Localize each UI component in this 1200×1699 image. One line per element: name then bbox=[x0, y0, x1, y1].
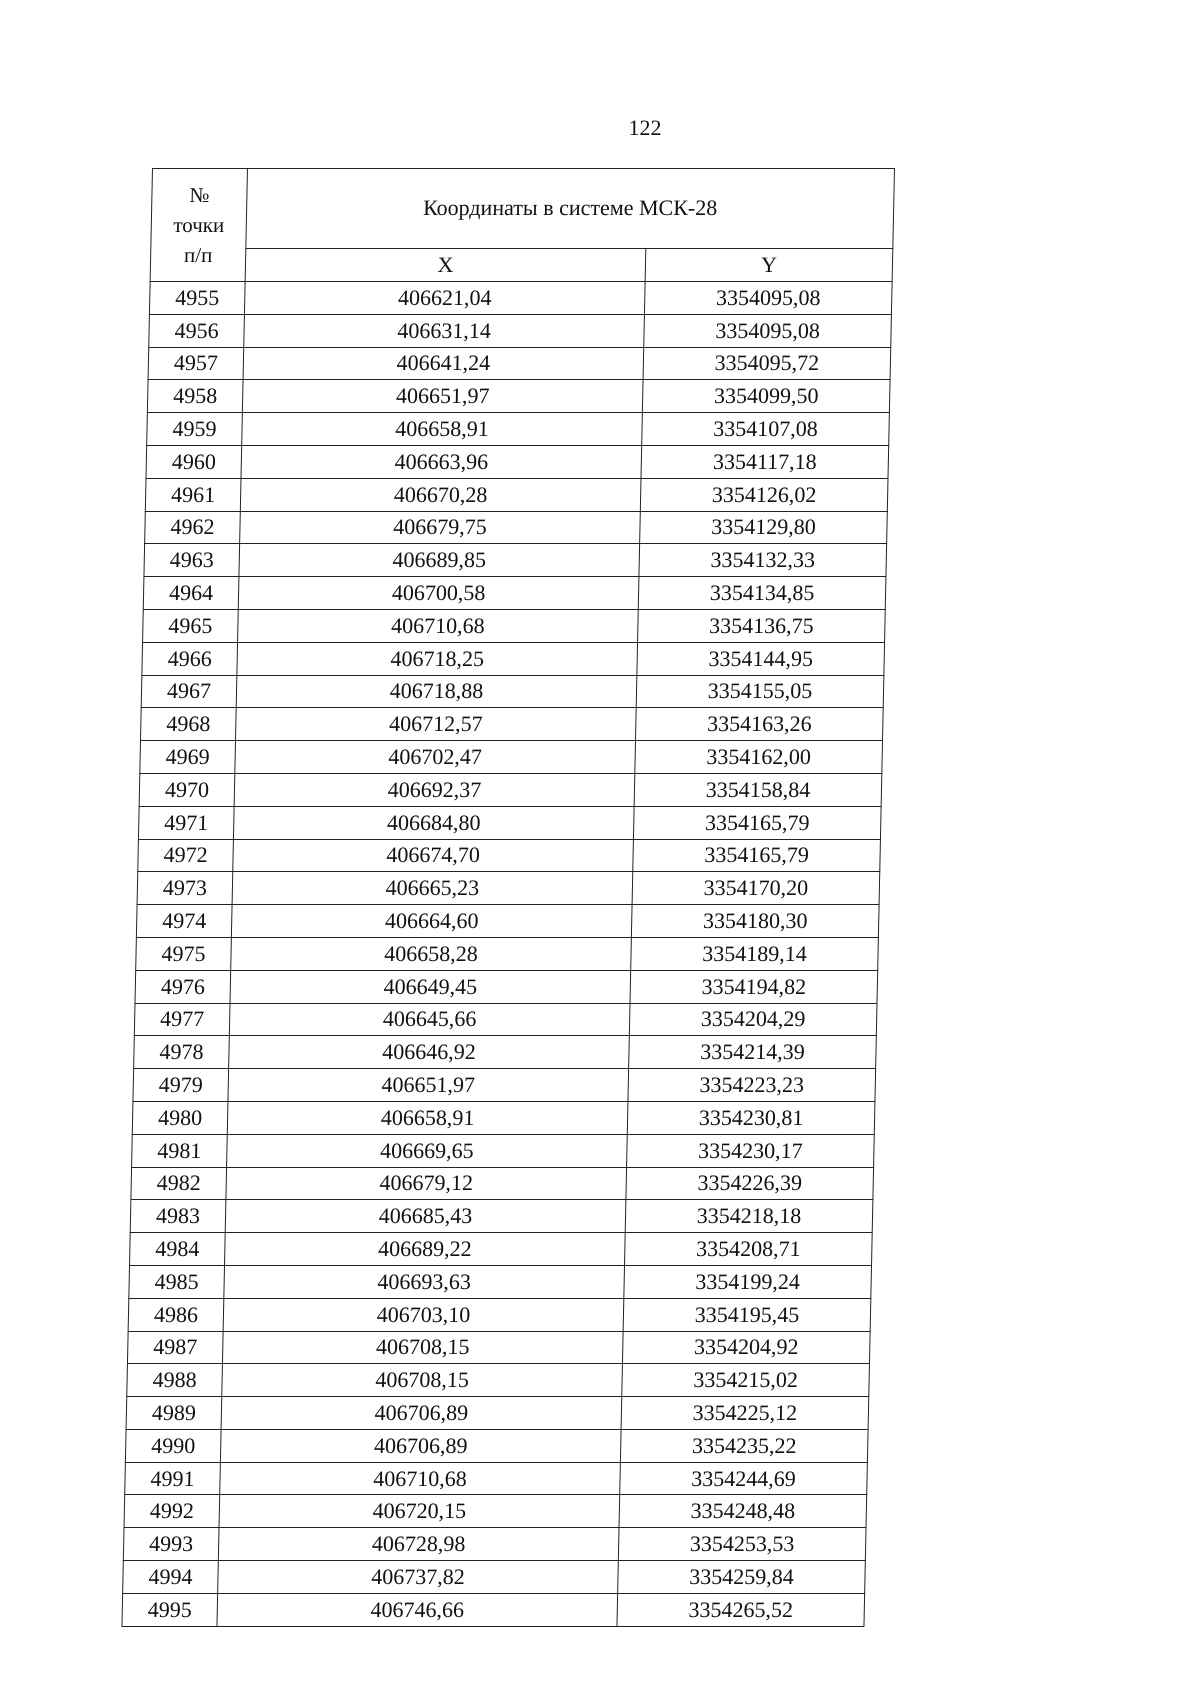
cell-y: 3354215,02 bbox=[622, 1364, 870, 1397]
table-row bbox=[144, 544, 887, 577]
table-body bbox=[122, 282, 892, 1627]
cell-x: 406708,15 bbox=[222, 1331, 623, 1364]
cell-point-number: 4965 bbox=[143, 609, 239, 642]
cell-x: 406689,85 bbox=[239, 544, 640, 577]
cell-y: 3354204,29 bbox=[629, 1003, 877, 1036]
table-row bbox=[128, 1298, 871, 1331]
cell-point-number: 4971 bbox=[138, 806, 234, 839]
header-point-number: № точки п/п bbox=[150, 169, 247, 282]
cell-x: 406689,22 bbox=[225, 1233, 626, 1266]
table-header bbox=[150, 169, 894, 282]
cell-y: 3354244,69 bbox=[620, 1462, 868, 1495]
table-row bbox=[124, 1495, 867, 1528]
header-coordinates: Координаты в системе МСК-28 bbox=[246, 169, 895, 249]
cell-y: 3354189,14 bbox=[631, 937, 879, 970]
cell-x: 406684,80 bbox=[233, 806, 634, 839]
table-row bbox=[138, 806, 881, 839]
cell-y: 3354095,72 bbox=[643, 347, 891, 380]
table-row bbox=[132, 1134, 875, 1167]
cell-point-number: 4966 bbox=[142, 642, 238, 675]
cell-x: 406679,12 bbox=[226, 1167, 627, 1200]
header-row-top bbox=[151, 169, 895, 249]
cell-y: 3354165,79 bbox=[633, 806, 881, 839]
cell-x: 406710,68 bbox=[220, 1462, 621, 1495]
table-row bbox=[147, 380, 890, 413]
cell-point-number: 4959 bbox=[147, 413, 243, 446]
cell-y: 3354099,50 bbox=[642, 380, 890, 413]
cell-x: 406703,10 bbox=[223, 1298, 624, 1331]
cell-y: 3354265,52 bbox=[617, 1593, 865, 1626]
cell-point-number: 4975 bbox=[136, 937, 232, 970]
cell-y: 3354107,08 bbox=[642, 413, 890, 446]
table-row bbox=[135, 970, 878, 1003]
cell-y: 3354134,85 bbox=[638, 577, 886, 610]
table-row bbox=[137, 872, 880, 905]
cell-y: 3354204,92 bbox=[622, 1331, 870, 1364]
cell-y: 3354117,18 bbox=[641, 445, 889, 478]
cell-y: 3354235,22 bbox=[620, 1429, 868, 1462]
cell-y: 3354208,71 bbox=[625, 1233, 873, 1266]
table-row bbox=[145, 478, 888, 511]
cell-x: 406658,91 bbox=[242, 413, 643, 446]
table-row bbox=[127, 1364, 870, 1397]
table-row bbox=[143, 609, 886, 642]
table-row bbox=[125, 1429, 868, 1462]
cell-x: 406651,97 bbox=[242, 380, 643, 413]
table-row bbox=[122, 1593, 865, 1626]
cell-x: 406674,70 bbox=[233, 839, 634, 872]
table-row bbox=[147, 413, 890, 446]
coordinates-table-wrapper bbox=[121, 168, 894, 1627]
table-row bbox=[136, 905, 879, 938]
cell-point-number: 4961 bbox=[145, 478, 241, 511]
cell-point-number: 4989 bbox=[126, 1397, 222, 1430]
table-row bbox=[139, 773, 882, 806]
cell-y: 3354165,79 bbox=[633, 839, 881, 872]
cell-y: 3354199,24 bbox=[624, 1265, 872, 1298]
cell-point-number: 4977 bbox=[134, 1003, 230, 1036]
cell-point-number: 4979 bbox=[133, 1069, 229, 1102]
page-number: 122 bbox=[628, 115, 662, 140]
cell-point-number: 4963 bbox=[144, 544, 240, 577]
cell-x: 406718,88 bbox=[236, 675, 637, 708]
cell-x: 406693,63 bbox=[224, 1265, 625, 1298]
cell-point-number: 4993 bbox=[123, 1528, 219, 1561]
cell-x: 406746,66 bbox=[217, 1593, 618, 1626]
cell-x: 406645,66 bbox=[229, 1003, 630, 1036]
cell-point-number: 4973 bbox=[137, 872, 233, 905]
cell-y: 3354214,39 bbox=[629, 1036, 877, 1069]
cell-point-number: 4983 bbox=[130, 1200, 226, 1233]
coordinates-table bbox=[121, 168, 895, 1627]
cell-point-number: 4957 bbox=[148, 347, 244, 380]
table-row bbox=[145, 511, 888, 544]
table-row bbox=[136, 937, 879, 970]
cell-y: 3354195,45 bbox=[623, 1298, 871, 1331]
cell-x: 406728,98 bbox=[218, 1528, 619, 1561]
cell-x: 406664,60 bbox=[231, 905, 632, 938]
cell-point-number: 4976 bbox=[135, 970, 231, 1003]
cell-y: 3354158,84 bbox=[634, 773, 882, 806]
table-row bbox=[125, 1462, 868, 1495]
table-row bbox=[142, 642, 885, 675]
cell-y: 3354230,81 bbox=[627, 1101, 875, 1134]
table-row bbox=[131, 1167, 874, 1200]
table-row bbox=[141, 675, 884, 708]
cell-point-number: 4987 bbox=[127, 1331, 223, 1364]
cell-point-number: 4984 bbox=[130, 1233, 226, 1266]
cell-point-number: 4974 bbox=[136, 905, 232, 938]
cell-y: 3354194,82 bbox=[630, 970, 878, 1003]
cell-point-number: 4969 bbox=[140, 741, 236, 774]
cell-point-number: 4981 bbox=[132, 1134, 228, 1167]
table-row bbox=[130, 1200, 873, 1233]
cell-x: 406621,04 bbox=[244, 282, 645, 315]
table-row bbox=[146, 445, 889, 478]
cell-point-number: 4980 bbox=[132, 1101, 228, 1134]
table-row bbox=[149, 314, 892, 347]
cell-y: 3354223,23 bbox=[628, 1069, 876, 1102]
cell-point-number: 4985 bbox=[129, 1265, 225, 1298]
cell-y: 3354170,20 bbox=[632, 872, 880, 905]
cell-x: 406706,89 bbox=[220, 1429, 621, 1462]
table-row bbox=[129, 1265, 872, 1298]
cell-point-number: 4972 bbox=[138, 839, 234, 872]
cell-y: 3354095,08 bbox=[644, 314, 892, 347]
table-row bbox=[140, 741, 883, 774]
cell-x: 406710,68 bbox=[238, 609, 639, 642]
cell-point-number: 4986 bbox=[128, 1298, 224, 1331]
cell-x: 406737,82 bbox=[218, 1561, 619, 1594]
cell-point-number: 4992 bbox=[124, 1495, 220, 1528]
cell-point-number: 4962 bbox=[145, 511, 241, 544]
cell-y: 3354136,75 bbox=[638, 609, 886, 642]
table-row bbox=[130, 1233, 873, 1266]
cell-point-number: 4960 bbox=[146, 445, 242, 478]
cell-y: 3354129,80 bbox=[640, 511, 888, 544]
cell-x: 406646,92 bbox=[229, 1036, 630, 1069]
cell-x: 406692,37 bbox=[234, 773, 635, 806]
cell-y: 3354095,08 bbox=[644, 282, 892, 315]
table-row bbox=[133, 1069, 876, 1102]
cell-y: 3354225,12 bbox=[621, 1397, 869, 1430]
cell-point-number: 4991 bbox=[125, 1462, 221, 1495]
cell-x: 406708,15 bbox=[222, 1364, 623, 1397]
cell-y: 3354226,39 bbox=[626, 1167, 874, 1200]
cell-y: 3354259,84 bbox=[618, 1561, 866, 1594]
table-row bbox=[149, 282, 892, 315]
cell-x: 406663,96 bbox=[241, 445, 642, 478]
table-row bbox=[126, 1397, 869, 1430]
table-row bbox=[123, 1528, 866, 1561]
cell-x: 406631,14 bbox=[244, 314, 645, 347]
cell-x: 406651,97 bbox=[228, 1069, 629, 1102]
cell-x: 406649,45 bbox=[230, 970, 631, 1003]
cell-point-number: 4956 bbox=[149, 314, 245, 347]
table-row bbox=[127, 1331, 870, 1364]
table-row bbox=[134, 1036, 877, 1069]
header-y: Y bbox=[645, 248, 893, 281]
table-row bbox=[138, 839, 881, 872]
cell-x: 406669,65 bbox=[227, 1134, 628, 1167]
cell-point-number: 4988 bbox=[127, 1364, 223, 1397]
cell-point-number: 4970 bbox=[139, 773, 235, 806]
cell-y: 3354144,95 bbox=[637, 642, 885, 675]
cell-x: 406706,89 bbox=[221, 1397, 622, 1430]
cell-y: 3354218,18 bbox=[625, 1200, 873, 1233]
cell-x: 406712,57 bbox=[236, 708, 637, 741]
cell-point-number: 4982 bbox=[131, 1167, 227, 1200]
table-row bbox=[143, 577, 886, 610]
cell-x: 406670,28 bbox=[240, 478, 641, 511]
cell-point-number: 4968 bbox=[141, 708, 237, 741]
cell-y: 3354163,26 bbox=[636, 708, 884, 741]
cell-x: 406641,24 bbox=[243, 347, 644, 380]
header-x: X bbox=[245, 248, 646, 281]
cell-x: 406679,75 bbox=[240, 511, 641, 544]
cell-y: 3354230,17 bbox=[627, 1134, 875, 1167]
cell-point-number: 4990 bbox=[125, 1429, 221, 1462]
cell-y: 3354155,05 bbox=[636, 675, 884, 708]
cell-x: 406718,25 bbox=[237, 642, 638, 675]
cell-y: 3354132,33 bbox=[639, 544, 887, 577]
cell-y: 3354248,48 bbox=[619, 1495, 867, 1528]
cell-x: 406658,28 bbox=[231, 937, 632, 970]
cell-point-number: 4955 bbox=[149, 282, 245, 315]
table-row bbox=[132, 1101, 875, 1134]
cell-point-number: 4994 bbox=[123, 1561, 219, 1594]
cell-x: 406720,15 bbox=[219, 1495, 620, 1528]
cell-y: 3354180,30 bbox=[631, 905, 879, 938]
cell-x: 406665,23 bbox=[232, 872, 633, 905]
table-row bbox=[141, 708, 884, 741]
header-row-axes bbox=[150, 248, 893, 281]
table-row bbox=[123, 1561, 866, 1594]
cell-point-number: 4978 bbox=[134, 1036, 230, 1069]
cell-point-number: 4995 bbox=[122, 1593, 218, 1626]
table-row bbox=[134, 1003, 877, 1036]
cell-x: 406700,58 bbox=[238, 577, 639, 610]
cell-x: 406702,47 bbox=[235, 741, 636, 774]
cell-y: 3354126,02 bbox=[640, 478, 888, 511]
cell-y: 3354162,00 bbox=[635, 741, 883, 774]
cell-point-number: 4958 bbox=[147, 380, 243, 413]
cell-y: 3354253,53 bbox=[618, 1528, 866, 1561]
table-row bbox=[148, 347, 891, 380]
cell-point-number: 4964 bbox=[143, 577, 239, 610]
cell-x: 406658,91 bbox=[227, 1101, 628, 1134]
cell-point-number: 4967 bbox=[141, 675, 237, 708]
cell-x: 406685,43 bbox=[225, 1200, 626, 1233]
